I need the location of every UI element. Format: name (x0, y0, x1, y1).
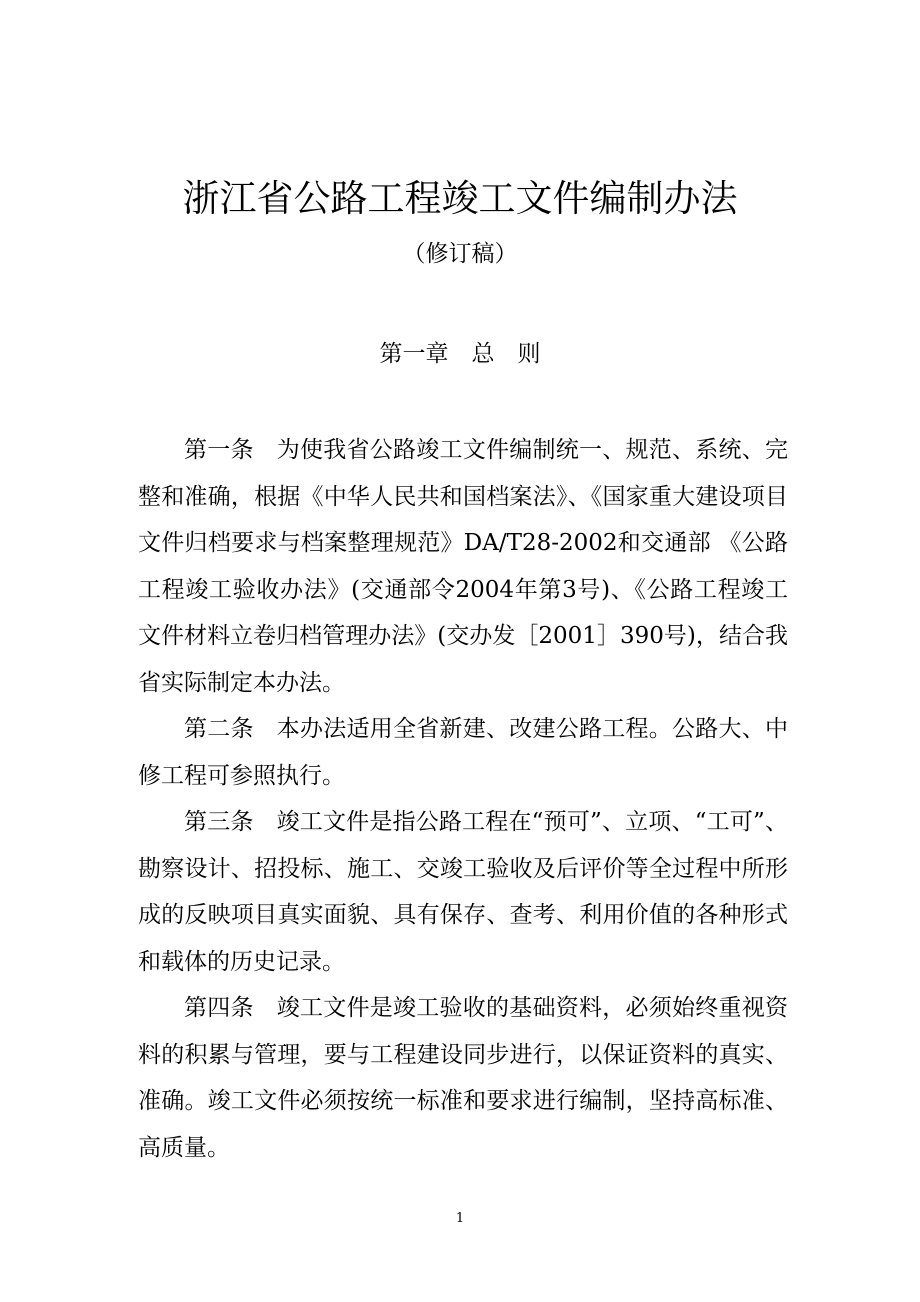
article-2 (138, 706, 788, 799)
document-title: 浙江省公路工程竣工文件编制办法 (182, 177, 738, 220)
article-4 (138, 985, 788, 1171)
article-number: 第四条 (184, 995, 254, 1021)
article-1 (138, 427, 788, 706)
article-number: 第三条 (184, 809, 254, 835)
article-number: 第一条 (184, 437, 254, 463)
article-text: 本办法适用全省新建、改建公路工程。公路大、中修工程可参照执行。 (138, 716, 788, 789)
article-text: 为使我省公路竣工文件编制统一、规范、系统、完整和准确，根据《中华人民共和国档案法》、《国家重大建设项目文件归档要求与档案整理规范》DA/T28-2002和交通部 《公路工程竣工验收办法》(交通部令2004年第3号)、《公路工程竣工文件材料立卷归档管理办法》(交办发［2001］390号)，结合我省实际制定本办法。 (138, 437, 788, 696)
document-subtitle: （修订稿） (402, 241, 518, 267)
article-number: 第二条 (184, 716, 254, 742)
article-text: 竣工文件是竣工验收的基础资料，必须始终重视资料的积累与管理，要与工程建设同步进行，以保证资料的真实、准确。竣工文件必须按统一标准和要求进行编制，坚持高标准、高质量。 (138, 995, 788, 1161)
article-3 (138, 799, 788, 985)
page-number: 1 (455, 1211, 465, 1226)
chapter-heading: 第一章 总 则 (379, 341, 541, 367)
document-body (138, 427, 788, 1171)
article-text: 竣工文件是指公路工程在“预可”、立项、“工可”、勘察设计、招投标、施工、交竣工验收及后评价等全过程中所形成的反映项目真实面貌、具有保存、查考、利用价值的各种形式和载体的历史记录。 (138, 809, 788, 975)
